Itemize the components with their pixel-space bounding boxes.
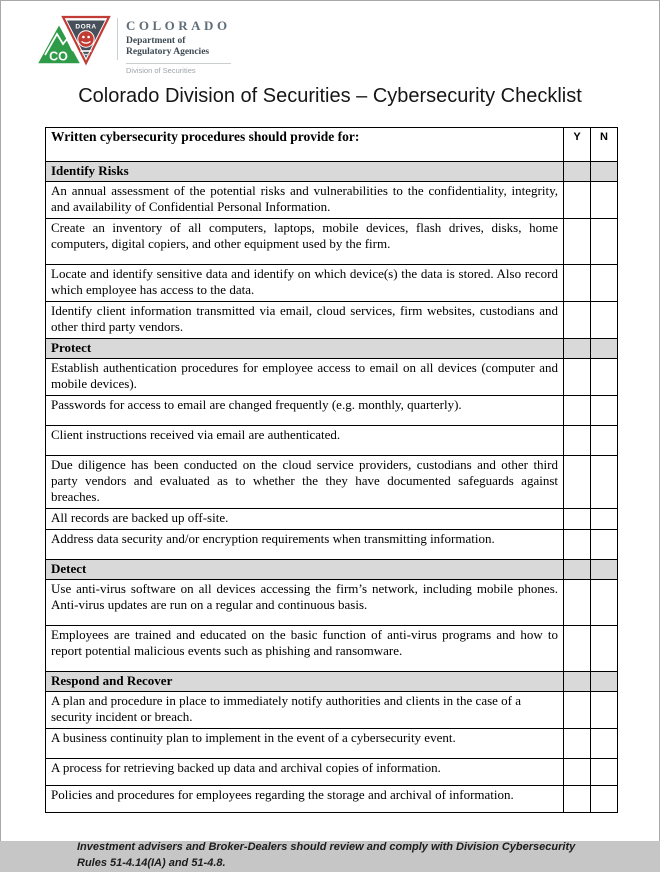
checklist-row xyxy=(46,182,618,219)
yes-checkbox-cell[interactable] xyxy=(564,729,591,759)
checklist-row xyxy=(46,426,618,456)
section-yes-cell xyxy=(564,560,591,580)
no-checkbox-cell[interactable] xyxy=(591,729,618,759)
question-cell: All records are backed up off-site. xyxy=(46,509,564,530)
no-checkbox-cell[interactable] xyxy=(591,626,618,672)
brand-department-line1: Department of xyxy=(126,36,186,46)
no-checkbox-cell[interactable] xyxy=(591,530,618,560)
no-checkbox-cell[interactable] xyxy=(591,265,618,302)
question-cell: Due diligence has been conducted on the cloud service providers, custodians and other third party vendors and evaluated as to whether the they have documented safeguards against breaches. xyxy=(46,456,564,509)
no-checkbox-cell[interactable] xyxy=(591,786,618,813)
checklist-row xyxy=(46,530,618,560)
checklist-row xyxy=(46,509,618,530)
compliance-footnote: Investment advisers and Broker-Dealers should review and comply with Division Cybersecurity Rules 51-4.14(IA) and 51-4.8. xyxy=(77,841,576,869)
yes-checkbox-cell[interactable] xyxy=(564,509,591,530)
no-checkbox-cell[interactable] xyxy=(591,359,618,396)
column-header-no: N xyxy=(591,128,618,162)
checklist-table xyxy=(45,127,618,813)
yes-checkbox-cell[interactable] xyxy=(564,396,591,426)
co-label: CO xyxy=(49,49,68,64)
yes-checkbox-cell[interactable] xyxy=(564,302,591,339)
section-title: Protect xyxy=(46,339,564,359)
column-header-yes: Y xyxy=(564,128,591,162)
question-cell: A business continuity plan to implement in the event of a cybersecurity event. xyxy=(46,729,564,759)
checklist-row xyxy=(46,302,618,339)
question-cell: Use anti-virus software on all devices accessing the firm’s network, including mobile phones. Anti-virus updates are run on a regular and continuous basis. xyxy=(46,580,564,626)
yes-checkbox-cell[interactable] xyxy=(564,530,591,560)
section-yes-cell xyxy=(564,339,591,359)
section-title: Detect xyxy=(46,560,564,580)
logo-text-block xyxy=(126,15,231,75)
logo-divider xyxy=(117,18,118,60)
section-no-cell xyxy=(591,560,618,580)
no-checkbox-cell[interactable] xyxy=(591,580,618,626)
yes-checkbox-cell[interactable] xyxy=(564,580,591,626)
checklist-row xyxy=(46,219,618,265)
checklist-row xyxy=(46,786,618,813)
table-header-row xyxy=(46,128,618,162)
yes-checkbox-cell[interactable] xyxy=(564,219,591,265)
page-title: Colorado Division of Securities – Cybersecurity Checklist xyxy=(78,85,582,107)
brand-division-name: Division of Securities xyxy=(126,63,231,75)
question-cell: Establish authentication procedures for employee access to email on all devices (computer and mobile devices). xyxy=(46,359,564,396)
section-header-row-detect xyxy=(46,560,618,580)
question-cell: Employees are trained and educated on the basic function of anti-virus programs and how to report potential malicious events such as phishing and ransomware. xyxy=(46,626,564,672)
brand-department-name xyxy=(126,36,231,59)
question-cell: Create an inventory of all computers, laptops, mobile devices, flash drives, disks, home computers, digital copiers, and other equipment used by the firm. xyxy=(46,219,564,265)
question-cell: Address data security and/or encryption requirements when transmitting information. xyxy=(46,530,564,560)
no-checkbox-cell[interactable] xyxy=(591,182,618,219)
no-checkbox-cell[interactable] xyxy=(591,302,618,339)
section-no-cell xyxy=(591,672,618,692)
checklist-row xyxy=(46,359,618,396)
no-checkbox-cell[interactable] xyxy=(591,759,618,786)
checklist-row xyxy=(46,265,618,302)
checklist-row xyxy=(46,396,618,426)
yes-checkbox-cell[interactable] xyxy=(564,265,591,302)
section-yes-cell xyxy=(564,162,591,182)
brand-department-line2: Regulatory Agencies xyxy=(126,47,210,58)
yes-checkbox-cell[interactable] xyxy=(564,692,591,729)
checklist-row xyxy=(46,692,618,729)
section-no-cell xyxy=(591,339,618,359)
yes-checkbox-cell[interactable] xyxy=(564,759,591,786)
table-header-question: Written cybersecurity procedures should provide for: xyxy=(46,128,564,162)
section-header-row-protect xyxy=(46,339,618,359)
checklist-row xyxy=(46,626,618,672)
question-cell: A plan and procedure in place to immediately notify authorities and clients in the case of a security incident or breach. xyxy=(46,692,564,729)
logo-graphic xyxy=(35,15,111,67)
question-cell: Passwords for access to email are changed frequently (e.g. monthly, quarterly). xyxy=(46,396,564,426)
checklist-row xyxy=(46,729,618,759)
no-checkbox-cell[interactable] xyxy=(591,426,618,456)
yes-checkbox-cell[interactable] xyxy=(564,426,591,456)
checklist-row xyxy=(46,456,618,509)
no-checkbox-cell[interactable] xyxy=(591,219,618,265)
section-header-row-identify-risks xyxy=(46,162,618,182)
question-cell: A process for retrieving backed up data and archival copies of information. xyxy=(46,759,564,786)
no-checkbox-cell[interactable] xyxy=(591,509,618,530)
question-cell: Locate and identify sensitive data and identify on which device(s) the data is stored. Also record which employee has access to the data. xyxy=(46,265,564,302)
yes-checkbox-cell[interactable] xyxy=(564,359,591,396)
brand-colorado-wordmark: COLORADO xyxy=(126,18,231,33)
yes-checkbox-cell[interactable] xyxy=(564,786,591,813)
section-yes-cell xyxy=(564,672,591,692)
yes-checkbox-cell[interactable] xyxy=(564,456,591,509)
colorado-dora-logo xyxy=(35,15,231,75)
section-title: Respond and Recover xyxy=(46,672,564,692)
yes-checkbox-cell[interactable] xyxy=(564,182,591,219)
section-title: Identify Risks xyxy=(46,162,564,182)
checklist-row xyxy=(46,759,618,786)
question-cell: Policies and procedures for employees regarding the storage and archival of information. xyxy=(46,786,564,813)
section-no-cell xyxy=(591,162,618,182)
yes-checkbox-cell[interactable] xyxy=(564,626,591,672)
question-cell: Client instructions received via email are authenticated. xyxy=(46,426,564,456)
section-header-row-respond-recover xyxy=(46,672,618,692)
no-checkbox-cell[interactable] xyxy=(591,692,618,729)
question-cell: An annual assessment of the potential risks and vulnerabilities to the confidentiality, integrity, and availability of Confidential Personal Information. xyxy=(46,182,564,219)
no-checkbox-cell[interactable] xyxy=(591,456,618,509)
dora-label: DORA xyxy=(75,23,97,31)
no-checkbox-cell[interactable] xyxy=(591,396,618,426)
checklist-row xyxy=(46,580,618,626)
question-cell: Identify client information transmitted via email, cloud services, firm websites, custodians and other third party vendors. xyxy=(46,302,564,339)
